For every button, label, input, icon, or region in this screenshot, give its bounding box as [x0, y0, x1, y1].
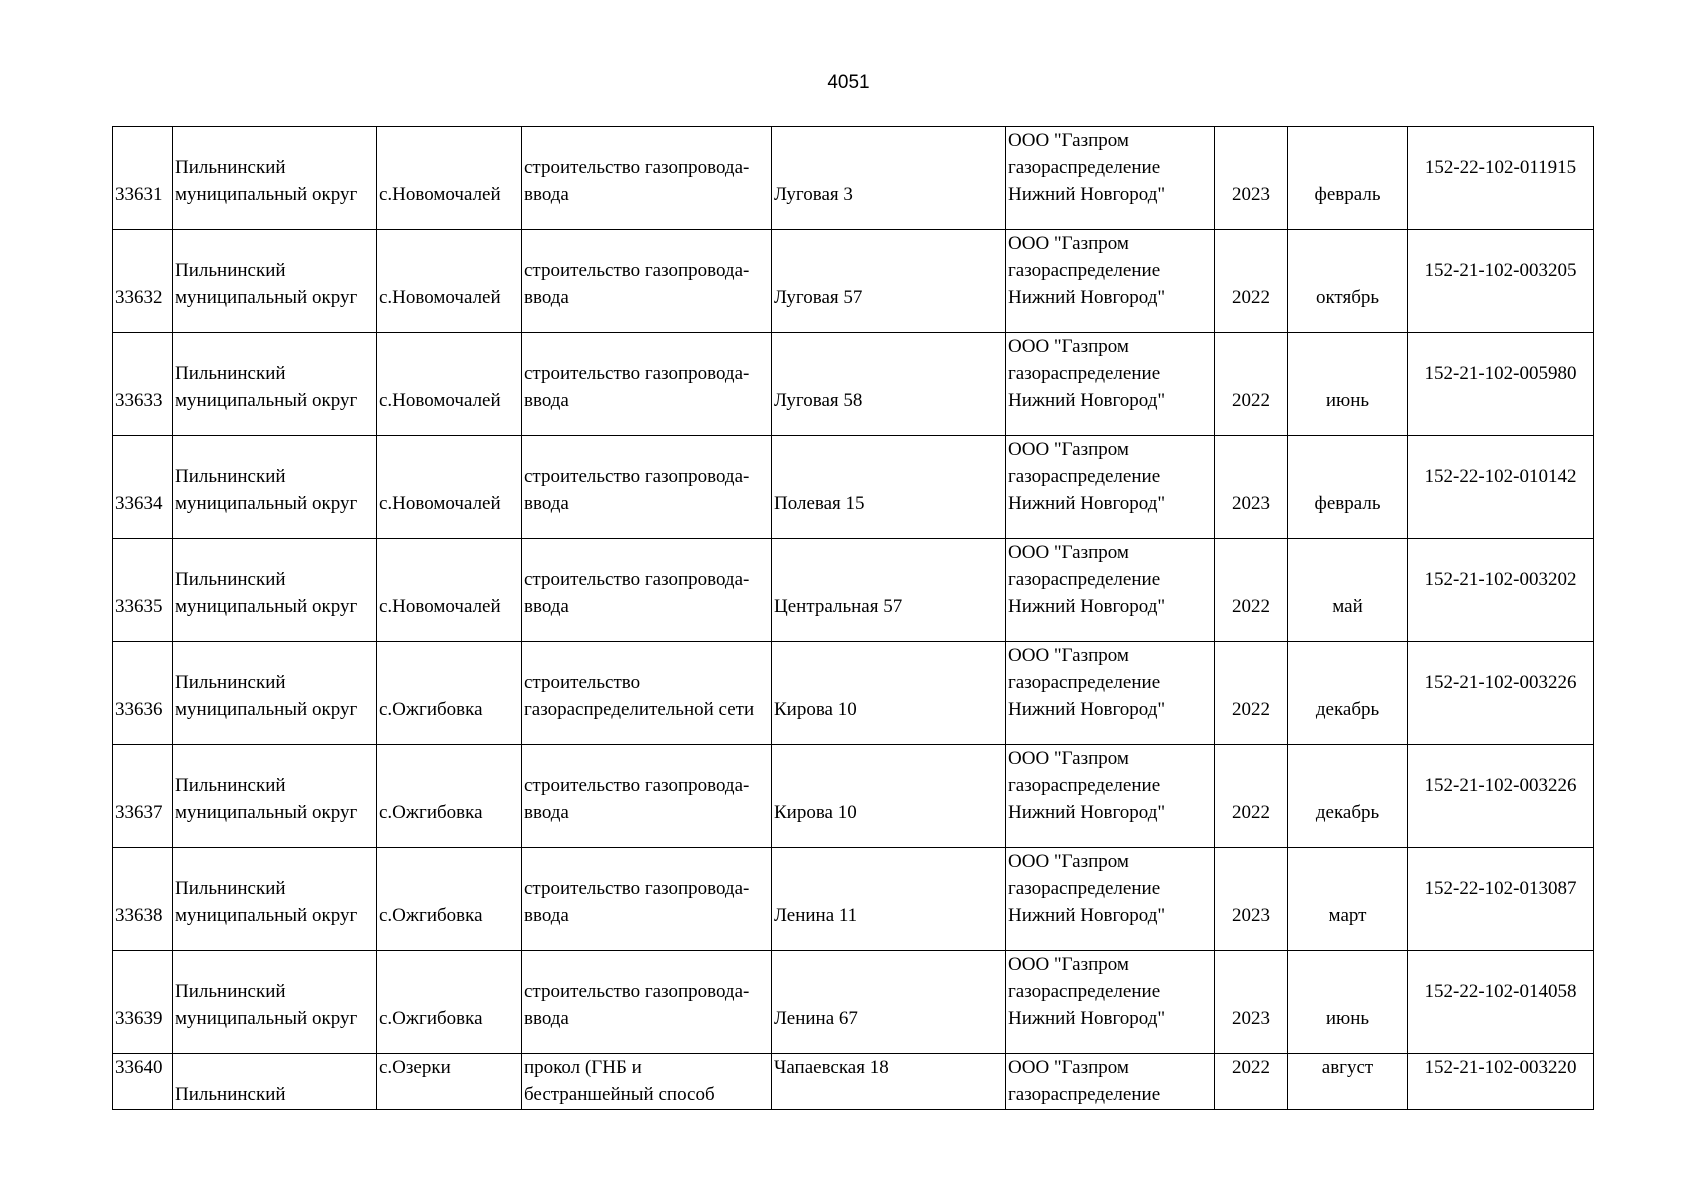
district-cell: Пильнинский муниципальный округ: [173, 745, 377, 848]
month-cell: май: [1288, 539, 1408, 642]
row-number: 33637: [113, 745, 173, 848]
work-type-cell: строительство газопровода- ввода: [522, 333, 772, 436]
organization-cell: ООО "Газпром газораспределение Нижний Новгород": [1006, 333, 1215, 436]
code-cell: 152-22-102-014058: [1408, 951, 1594, 1054]
year-cell: 2022: [1215, 230, 1288, 333]
year-cell: 2022: [1215, 745, 1288, 848]
work-type-cell: строительство газопровода- ввода: [522, 436, 772, 539]
settlement-cell: с.Озерки: [377, 1054, 522, 1110]
year-cell: 2022: [1215, 1054, 1288, 1110]
table-row: [113, 333, 1594, 436]
page-number: 4051: [827, 72, 870, 93]
address-cell: Луговая 57: [772, 230, 1006, 333]
address-cell: Луговая 3: [772, 127, 1006, 230]
work-type-cell: прокол (ГНБ и бестраншейный способ: [522, 1054, 772, 1110]
work-type-cell: строительство газораспределительной сети: [522, 642, 772, 745]
code-cell: 152-21-102-003205: [1408, 230, 1594, 333]
row-number: 33633: [113, 333, 173, 436]
work-type-cell: строительство газопровода- ввода: [522, 539, 772, 642]
address-cell: Чапаевская 18: [772, 1054, 1006, 1110]
code-cell: 152-22-102-010142: [1408, 436, 1594, 539]
address-cell: Ленина 11: [772, 848, 1006, 951]
code-cell: 152-21-102-003202: [1408, 539, 1594, 642]
district-cell: Пильнинский муниципальный округ: [173, 642, 377, 745]
work-type-cell: строительство газопровода- ввода: [522, 745, 772, 848]
code-cell: 152-21-102-003226: [1408, 745, 1594, 848]
year-cell: 2023: [1215, 951, 1288, 1054]
gas-connection-table: [112, 126, 1594, 1110]
table-row-partial: [113, 1054, 1594, 1110]
month-cell: февраль: [1288, 436, 1408, 539]
settlement-cell: с.Новомочалей: [377, 539, 522, 642]
organization-cell: ООО "Газпром газораспределение Нижний Новгород": [1006, 230, 1215, 333]
address-cell: Кирова 10: [772, 642, 1006, 745]
settlement-cell: с.Ожгибовка: [377, 642, 522, 745]
code-cell: 152-22-102-013087: [1408, 848, 1594, 951]
district-cell: Пильнинский муниципальный округ: [173, 436, 377, 539]
row-number: 33639: [113, 951, 173, 1054]
address-cell: Полевая 15: [772, 436, 1006, 539]
organization-cell: ООО "Газпром газораспределение Нижний Новгород": [1006, 745, 1215, 848]
table-body: [113, 127, 1594, 1110]
code-cell: 152-22-102-011915: [1408, 127, 1594, 230]
year-cell: 2023: [1215, 436, 1288, 539]
address-cell: Кирова 10: [772, 745, 1006, 848]
row-number: 33636: [113, 642, 173, 745]
settlement-cell: с.Ожгибовка: [377, 848, 522, 951]
year-cell: 2022: [1215, 333, 1288, 436]
district-cell: Пильнинский муниципальный округ: [173, 127, 377, 230]
settlement-cell: с.Новомочалей: [377, 127, 522, 230]
table-row: [113, 539, 1594, 642]
code-cell: 152-21-102-005980: [1408, 333, 1594, 436]
settlement-cell: с.Ожгибовка: [377, 951, 522, 1054]
year-cell: 2022: [1215, 539, 1288, 642]
month-cell: март: [1288, 848, 1408, 951]
work-type-cell: строительство газопровода- ввода: [522, 127, 772, 230]
month-cell: февраль: [1288, 127, 1408, 230]
month-cell: декабрь: [1288, 642, 1408, 745]
work-type-cell: строительство газопровода- ввода: [522, 951, 772, 1054]
district-cell: Пильнинский муниципальный округ: [173, 539, 377, 642]
district-cell: Пильнинский муниципальный округ: [173, 333, 377, 436]
month-cell: октябрь: [1288, 230, 1408, 333]
settlement-cell: с.Новомочалей: [377, 333, 522, 436]
district-cell: Пильнинский муниципальный округ: [173, 848, 377, 951]
month-cell: август: [1288, 1054, 1408, 1110]
table-row: [113, 436, 1594, 539]
organization-cell: ООО "Газпром газораспределение Нижний Новгород": [1006, 539, 1215, 642]
address-cell: Ленина 67: [772, 951, 1006, 1054]
table-row: [113, 642, 1594, 745]
table-row: [113, 745, 1594, 848]
table-row: [113, 230, 1594, 333]
organization-cell: ООО "Газпром газораспределение Нижний Новгород": [1006, 436, 1215, 539]
code-cell: 152-21-102-003220: [1408, 1054, 1594, 1110]
organization-cell: ООО "Газпром газораспределение Нижний Новгород": [1006, 642, 1215, 745]
year-cell: 2023: [1215, 127, 1288, 230]
row-number: 33631: [113, 127, 173, 230]
row-number: 33638: [113, 848, 173, 951]
row-number: 33635: [113, 539, 173, 642]
organization-cell: ООО "Газпром газораспределение: [1006, 1054, 1215, 1110]
month-cell: декабрь: [1288, 745, 1408, 848]
organization-cell: ООО "Газпром газораспределение Нижний Новгород": [1006, 127, 1215, 230]
district-cell: Пильнинский: [173, 1054, 377, 1110]
address-cell: Центральная 57: [772, 539, 1006, 642]
year-cell: 2023: [1215, 848, 1288, 951]
year-cell: 2022: [1215, 642, 1288, 745]
code-cell: 152-21-102-003226: [1408, 642, 1594, 745]
table-row: [113, 127, 1594, 230]
row-number: 33634: [113, 436, 173, 539]
work-type-cell: строительство газопровода- ввода: [522, 230, 772, 333]
table-row: [113, 951, 1594, 1054]
month-cell: июнь: [1288, 333, 1408, 436]
work-type-cell: строительство газопровода- ввода: [522, 848, 772, 951]
settlement-cell: с.Новомочалей: [377, 230, 522, 333]
table-row: [113, 848, 1594, 951]
organization-cell: ООО "Газпром газораспределение Нижний Новгород": [1006, 951, 1215, 1054]
settlement-cell: с.Новомочалей: [377, 436, 522, 539]
district-cell: Пильнинский муниципальный округ: [173, 230, 377, 333]
month-cell: июнь: [1288, 951, 1408, 1054]
settlement-cell: с.Ожгибовка: [377, 745, 522, 848]
address-cell: Луговая 58: [772, 333, 1006, 436]
row-number: 33632: [113, 230, 173, 333]
row-number: 33640: [113, 1054, 173, 1110]
organization-cell: ООО "Газпром газораспределение Нижний Новгород": [1006, 848, 1215, 951]
district-cell: Пильнинский муниципальный округ: [173, 951, 377, 1054]
